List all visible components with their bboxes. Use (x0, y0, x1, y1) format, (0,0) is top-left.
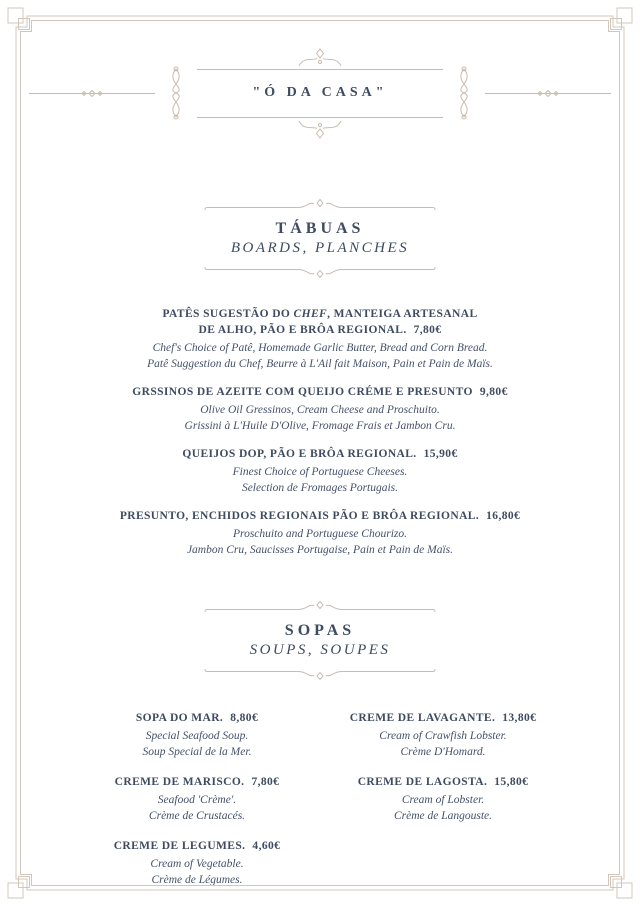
menu-item (327, 774, 559, 824)
section-sopas-head (204, 598, 436, 683)
header (0, 66, 640, 120)
item-desc (0, 340, 640, 372)
soups-left-column (81, 710, 313, 902)
item-price: 7,80€ (413, 324, 442, 336)
item-name: SOPA DO MAR. 8,80€ (135, 712, 259, 724)
item-desc (81, 728, 313, 760)
item-price: 7,80€ (251, 776, 280, 788)
item-price: 13,80€ (502, 712, 537, 724)
section-tabuas (0, 196, 640, 558)
section-tabuas-head (204, 196, 436, 281)
item-price: 16,80€ (486, 510, 521, 522)
title-frame (197, 69, 443, 118)
divider-ornament-icon (204, 267, 436, 281)
item-desc (81, 856, 313, 888)
soups-columns (0, 710, 640, 902)
item-desc-fr: Selection de Fromages Portugais. (241, 482, 399, 494)
item-desc-fr: Jambon Cru, Saucisses Portugaise, Pain et Pain de Maïs. (186, 544, 454, 556)
section-title-tabuas: TÁBUAS (275, 220, 365, 237)
title-crown-bottom-icon (290, 119, 350, 139)
item-name-line2: DE ALHO, PÃO E BRÔA REGIONAL. 7,80€ (198, 324, 442, 336)
item-desc (0, 464, 640, 496)
menu-item (0, 446, 640, 496)
item-desc-fr: Soup Special de la Mer. (142, 746, 252, 758)
item-desc (0, 402, 640, 434)
menu-item (81, 838, 313, 888)
header-rule-right-icon (485, 89, 611, 98)
header-rule-left-icon (29, 89, 155, 98)
item-desc (327, 792, 559, 824)
item-desc (0, 526, 640, 558)
item-desc-en: Cream of Lobster. (401, 794, 485, 806)
soups-right-column (327, 710, 559, 902)
item-desc-en: Finest Choice of Portuguese Cheeses. (232, 466, 408, 478)
item-desc-fr: Crème de Légumes. (151, 874, 243, 886)
divider-ornament-icon (204, 669, 436, 683)
item-desc-fr: Crème de Langouste. (393, 810, 493, 822)
header-flourish-right-icon (451, 66, 477, 120)
item-desc-fr: Crème de Crustacés. (148, 810, 246, 822)
divider-ornament-icon (204, 598, 436, 612)
item-name: CREME DE LAVAGANTE. 13,80€ (349, 712, 537, 724)
item-desc-en: Proschuito and Portuguese Chourizo. (233, 528, 407, 540)
section-subtitle-sopas: SOUPS, SOUPES (249, 642, 391, 658)
item-name: CREME DE LEGUMES. 4,60€ (113, 840, 281, 852)
page-title: "Ó DA CASA" (252, 84, 388, 100)
menu-item (0, 306, 640, 372)
divider-ornament-icon (204, 196, 436, 210)
item-price: 9,80€ (479, 386, 508, 398)
item-desc-en: Cream of Crawfish Lobster. (379, 730, 507, 742)
item-name: PRESUNTO, ENCHIDOS REGIONAIS PÃO E BRÔA REGIONAL. 16,80€ (119, 510, 521, 522)
menu-item (81, 710, 313, 760)
item-desc-fr: Crème D'Homard. (400, 746, 486, 758)
item-desc (81, 792, 313, 824)
item-price: 4,60€ (252, 840, 281, 852)
section-title-sopas: SOPAS (284, 622, 356, 639)
item-name (0, 306, 640, 338)
item-name-line1: PATÊS SUGESTÃO DO CHEF, MANTEIGA ARTESANAL (162, 308, 478, 320)
menu-item (81, 774, 313, 824)
section-subtitle-tabuas: BOARDS, PLANCHES (230, 240, 410, 256)
menu-item (0, 384, 640, 434)
item-price: 15,90€ (423, 448, 458, 460)
item-desc-fr: Grissini à L'Huile D'Olive, Fromage Frais et Jambon Cru. (184, 420, 456, 432)
item-name: QUEIJOS DOP, PÃO E BRÔA REGIONAL. 15,90€ (182, 448, 458, 460)
item-name: GRSSINOS DE AZEITE COM QUEIJO CRÉME E PRESUNTO 9,80€ (132, 386, 508, 398)
item-desc-en: Cream of Vegetable. (150, 858, 244, 870)
header-flourish-left-icon (163, 66, 189, 120)
item-name: CREME DE MARISCO. 7,80€ (114, 776, 280, 788)
item-desc-en: Special Seafood Soup. (145, 730, 249, 742)
item-desc-en: Olive Oil Gressinos, Cream Cheese and Proschuito. (200, 404, 440, 416)
item-desc-en: Chef's Choice of Patê, Homemade Garlic Butter, Bread and Corn Bread. (152, 342, 488, 354)
item-desc-fr: Patê Suggestion du Chef, Beurre à L'Ail fait Maison, Pain et Pain de Maïs. (147, 358, 493, 370)
title-crown-top-icon (290, 48, 350, 68)
item-price: 8,80€ (230, 712, 259, 724)
item-price: 15,80€ (494, 776, 529, 788)
tabuas-items (0, 306, 640, 558)
menu-item (0, 508, 640, 558)
section-sopas (0, 598, 640, 902)
menu-item (327, 710, 559, 760)
item-desc (327, 728, 559, 760)
item-desc-en: Seafood 'Crème'. (157, 794, 237, 806)
item-name: CREME DE LAGOSTA. 15,80€ (357, 776, 529, 788)
